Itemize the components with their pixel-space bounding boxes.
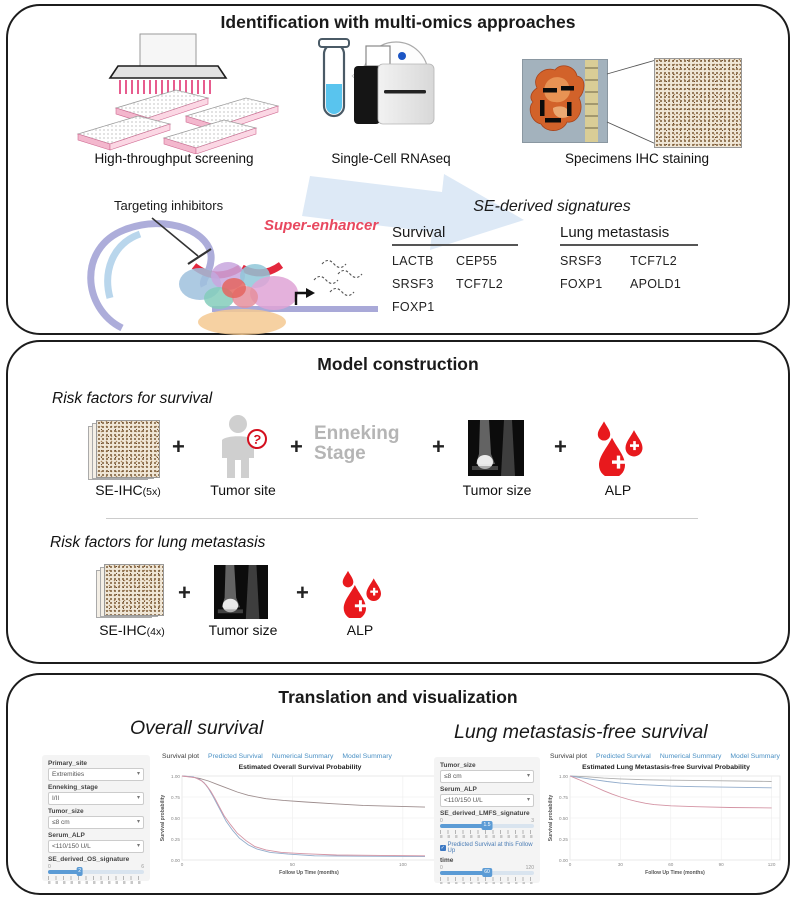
slider-ticks bbox=[440, 877, 534, 881]
panel-identification bbox=[6, 4, 790, 335]
gene: SRSF3 bbox=[392, 277, 434, 291]
signature-header: Survival bbox=[392, 224, 518, 246]
ihc-micrograph bbox=[654, 58, 742, 148]
panel3-title: Translation and visualization bbox=[278, 687, 518, 707]
plus-sign: + bbox=[296, 580, 309, 605]
svg-text:0.75: 0.75 bbox=[559, 794, 568, 800]
svg-text:?: ? bbox=[251, 431, 263, 448]
chevron-down-icon: ▾ bbox=[526, 797, 530, 803]
gene: TCF7L2 bbox=[630, 254, 677, 268]
svg-text:Survival probability: Survival probability bbox=[548, 794, 554, 842]
select-enneking-stage[interactable]: Enneking_stage I/II ▾ bbox=[48, 784, 144, 805]
caption-se-ihc-4x: SE-IHC(4x) bbox=[99, 622, 165, 638]
lmfs-app-tabs bbox=[550, 753, 780, 760]
tumor-specimen-photo bbox=[522, 59, 608, 143]
divider bbox=[106, 518, 698, 519]
svg-text:0.50: 0.50 bbox=[171, 815, 180, 821]
gene: CEP55 bbox=[456, 254, 498, 268]
panel-model-construction bbox=[6, 340, 790, 664]
plus-sign: + bbox=[554, 434, 567, 459]
tab-model-summary[interactable]: Model Summary bbox=[342, 753, 392, 760]
svg-text:90: 90 bbox=[718, 862, 724, 867]
question-badge bbox=[248, 430, 266, 448]
svg-text:1.00: 1.00 bbox=[559, 773, 568, 779]
caption-ihc: Specimens IHC staining bbox=[564, 151, 710, 166]
svg-text:0.00: 0.00 bbox=[171, 857, 180, 863]
risk-metastasis-heading: Risk factors for lung metastasis bbox=[50, 534, 266, 551]
caption-se-ihc-5x: SE-IHC(5x) bbox=[95, 482, 161, 498]
blood-drops-icon bbox=[336, 566, 384, 618]
svg-text:120: 120 bbox=[767, 862, 776, 867]
person-icon bbox=[208, 414, 274, 480]
targeting-inhibitors-label: Targeting inhibitors bbox=[114, 198, 224, 213]
svg-text:0.25: 0.25 bbox=[559, 836, 568, 842]
caption-alp: ALP bbox=[346, 622, 374, 638]
mediator-blob bbox=[198, 309, 286, 335]
slider-handle[interactable]: 2 bbox=[78, 868, 82, 874]
chevron-down-icon: ▾ bbox=[526, 773, 530, 779]
plus-sign: + bbox=[178, 580, 191, 605]
os-signature-slider[interactable]: SE_derived_OS_signature 0 6 2 bbox=[48, 856, 144, 884]
select-tumor-size[interactable]: Tumor_size ≤8 cm ▾ bbox=[48, 808, 144, 829]
blood-drops-icon bbox=[590, 416, 646, 476]
super-enhancer-label: Super-enhancer bbox=[264, 217, 379, 234]
lmfs-heading: Lung metastasis-free survival bbox=[454, 721, 708, 743]
gene: FOXP1 bbox=[560, 277, 603, 291]
xray-image bbox=[468, 420, 524, 476]
gene: SRSF3 bbox=[560, 254, 602, 268]
tab-model-summary[interactable]: Model Summary bbox=[730, 753, 780, 760]
time-slider[interactable]: time 0 120 60 bbox=[440, 857, 534, 885]
zoom-connector-lines bbox=[606, 56, 658, 148]
slider-ticks bbox=[48, 876, 144, 880]
super-enhancer-illustration bbox=[82, 206, 382, 336]
plus-sign: + bbox=[290, 434, 303, 459]
microplate-screening-illustration bbox=[68, 32, 280, 154]
gene: APOLD1 bbox=[630, 277, 682, 291]
checkbox-check-icon: ✓ bbox=[440, 844, 445, 851]
tab-predicted-survival[interactable]: Predicted Survival bbox=[208, 753, 263, 760]
single-cell-rnaseq-illustration bbox=[314, 34, 442, 156]
test-tube-icon bbox=[319, 39, 349, 116]
gene: TCF7L2 bbox=[456, 277, 503, 291]
svg-text:60: 60 bbox=[668, 862, 674, 867]
chevron-down-icon: ▾ bbox=[136, 843, 140, 849]
chevron-down-icon: ▾ bbox=[136, 795, 140, 801]
signatures-title: SE-derived signatures bbox=[473, 198, 631, 215]
tab-predicted-survival[interactable]: Predicted Survival bbox=[596, 753, 651, 760]
tab-numerical-summary[interactable]: Numerical Summary bbox=[659, 753, 722, 760]
os-app-tabs bbox=[162, 753, 392, 760]
caption-screening: High-throughput screening bbox=[94, 151, 254, 166]
svg-text:1.00: 1.00 bbox=[171, 773, 180, 779]
select-primary-site[interactable]: Primary_site Extremities ▾ bbox=[48, 760, 144, 781]
gene: LACTB bbox=[392, 254, 434, 268]
signature-header: Lung metastasis bbox=[560, 224, 698, 246]
plate-icon bbox=[78, 90, 278, 154]
panel-translation bbox=[6, 673, 790, 895]
plus-sign: + bbox=[172, 434, 185, 459]
se-ihc-thumbnail bbox=[96, 420, 158, 478]
os-app-sidebar bbox=[42, 755, 150, 881]
svg-text:0.50: 0.50 bbox=[559, 815, 568, 821]
os-survival-plot bbox=[158, 772, 442, 876]
svg-text:50: 50 bbox=[289, 862, 295, 867]
chevron-down-icon: ▾ bbox=[136, 819, 140, 825]
lmfs-survival-plot bbox=[546, 772, 786, 876]
slider-handle[interactable]: 1.5 bbox=[483, 822, 491, 828]
caption-alp: ALP bbox=[604, 482, 632, 498]
svg-text:Follow Up Time (months): Follow Up Time (months) bbox=[645, 870, 705, 876]
caption-tumor-size: Tumor size bbox=[208, 622, 278, 638]
svg-text:0.75: 0.75 bbox=[171, 794, 180, 800]
signature-column-survival bbox=[392, 224, 518, 314]
enneking-stage-text: Enneking Stage bbox=[314, 423, 400, 464]
xray-image bbox=[214, 564, 268, 620]
svg-text:Survival probability: Survival probability bbox=[160, 794, 166, 842]
chevron-down-icon: ▾ bbox=[136, 771, 140, 777]
tab-numerical-summary[interactable]: Numerical Summary bbox=[271, 753, 334, 760]
svg-text:30: 30 bbox=[617, 862, 623, 867]
plus-sign: + bbox=[432, 434, 445, 459]
os-plot-title: Estimated Overall Survival Probability bbox=[238, 764, 362, 771]
caption-tumor-size: Tumor size bbox=[462, 482, 532, 498]
caption-tumor-site: Tumor site bbox=[210, 482, 276, 498]
tab-survival-plot[interactable]: Survival plot bbox=[162, 753, 200, 760]
lmfs-app-sidebar bbox=[434, 757, 540, 883]
slider-handle[interactable]: 60 bbox=[484, 868, 490, 875]
select-tumor-size[interactable]: Tumor_size ≤8 cm ▾ bbox=[440, 762, 534, 783]
panel1-title: Identification with multi-omics approaches bbox=[220, 12, 576, 32]
svg-text:0.25: 0.25 bbox=[171, 836, 180, 842]
slider-ticks bbox=[440, 830, 534, 834]
rna-squiggles bbox=[314, 261, 362, 296]
svg-text:0: 0 bbox=[180, 862, 184, 867]
select-serum-alp[interactable]: Serum_ALP <110/150 U/L ▾ bbox=[440, 786, 534, 807]
risk-survival-heading: Risk factors for survival bbox=[52, 390, 213, 407]
caption-scrnaseq: Single-Cell RNAseq bbox=[331, 151, 451, 166]
gene: FOXP1 bbox=[392, 300, 435, 314]
select-serum-alp[interactable]: Serum_ALP <110/150 U/L ▾ bbox=[48, 832, 144, 853]
lmfs-plot-title: Estimated Lung Metastasis-free Survival Probability bbox=[582, 764, 750, 771]
panel2-title: Model construction bbox=[317, 354, 479, 374]
transcription-arrow bbox=[296, 288, 315, 305]
svg-text:0.00: 0.00 bbox=[559, 857, 568, 863]
svg-text:100: 100 bbox=[399, 862, 407, 867]
predicted-survival-checkbox[interactable]: ✓ Predicted Survival at this Follow Up bbox=[440, 841, 533, 854]
svg-text:0: 0 bbox=[568, 862, 572, 867]
signature-column-metastasis bbox=[560, 224, 698, 291]
tab-survival-plot[interactable]: Survival plot bbox=[550, 753, 588, 760]
se-ihc-thumbnail bbox=[104, 564, 162, 616]
svg-text:Follow Up Time (months): Follow Up Time (months) bbox=[279, 870, 339, 876]
lmfs-signature-slider[interactable]: SE_derived_LMFS_signature 0 3 1.5 bbox=[440, 810, 534, 838]
overall-survival-heading: Overall survival bbox=[130, 717, 264, 739]
